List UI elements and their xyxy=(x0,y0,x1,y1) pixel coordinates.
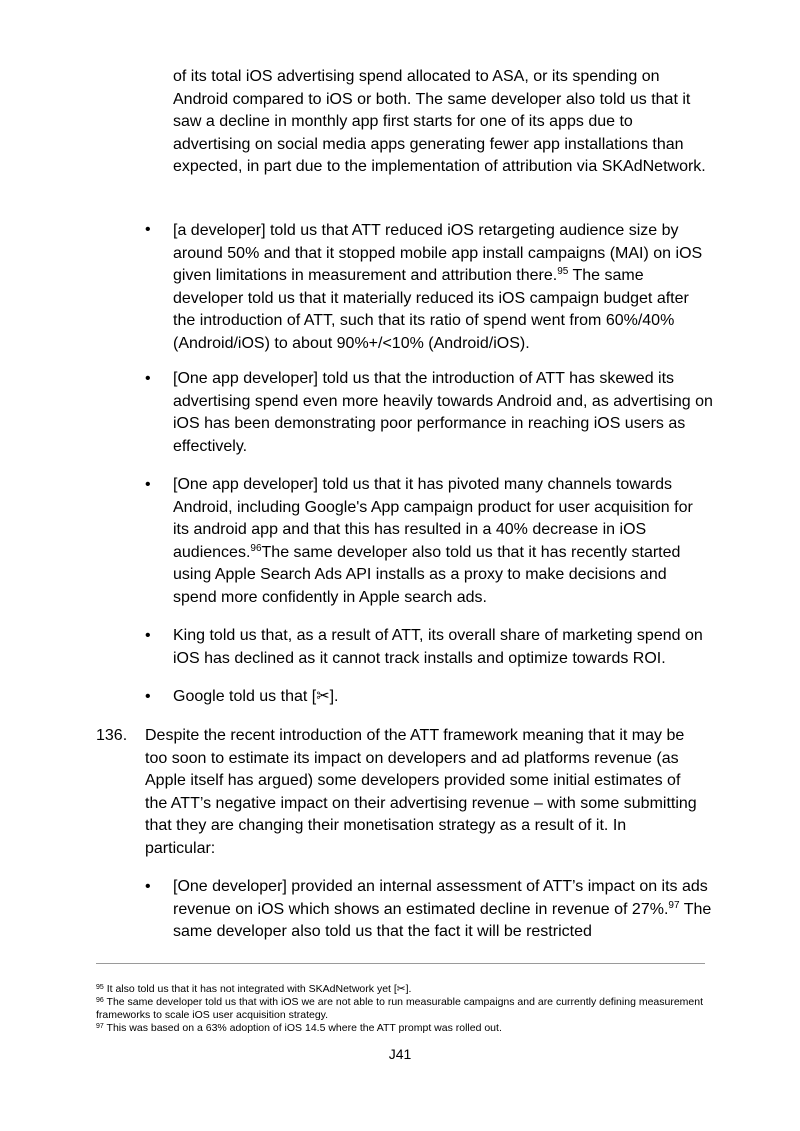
bullet-marker: • xyxy=(145,627,151,644)
footnote-ref[interactable]: 96 xyxy=(250,542,262,554)
bullet-text xyxy=(173,368,713,458)
footnote-97 xyxy=(96,1022,706,1035)
paragraph-text: Despite the recent introduction of the ATT framework meaning that it may be too soon to estimate its impact on developers and ad platforms revenue (as Apple itself has argued) some developers provided some initial estimates of the ATT’s negative impact on their advertising revenue – with some submitting that they are changing their monetisation strategy as a result of it. In particular: xyxy=(145,727,697,857)
bullet-marker: • xyxy=(145,370,151,387)
footnote-number: 95 xyxy=(96,984,104,991)
bullet-text-part: The same developer also told us that it has recently started using Apple Search Ads API installs as a proxy to make decisions and spend more confidently in Apple search ads. xyxy=(173,543,681,606)
bullet-text-part: The same developer also told us that the fact it will be restricted xyxy=(173,900,712,940)
footnote-separator xyxy=(96,963,705,964)
continuation-paragraph: of its total iOS advertising spend allocated to ASA, or its spending on Android compared to iOS or both. The same developer also told us that it saw a decline in monthly app first starts for one of its apps due to advertising on social media apps generating fewer app installations than expected, in part due to the implementation of attribution via SKAdNetwork. xyxy=(173,68,706,175)
bullet-marker: • xyxy=(145,878,151,895)
footnote-text: It also told us that it has not integrated with SKAdNetwork yet [✂]. xyxy=(103,983,412,995)
bullet-text-part: The same developer told us that it materially reduced its iOS campaign budget after the introduction of ATT, such that its ratio of spend went from 60%/40% (Android/iOS) to about 90%+/<10% (Android/iOS). xyxy=(173,267,689,352)
footnote-text: The same developer told us that with iOS we are not able to run measurable campaigns and are currently defining measurement frameworks to scale iOS user acquisition strategy. xyxy=(96,996,704,1021)
bullet-text xyxy=(173,474,713,609)
footnote-text: This was based on a 63% adoption of iOS 14.5 where the ATT prompt was rolled out. xyxy=(103,1022,502,1034)
bullet-text-part: [a developer] told us that ATT reduced iOS retargeting audience size by around 50% and that it stopped mobile app install campaigns (MAI) on iOS given limitations in measurement and attribution there. xyxy=(173,222,703,284)
bullet-text-part: Google told us that [✂]. xyxy=(173,688,339,705)
bullet-text xyxy=(173,686,713,709)
paragraph-number: 136. xyxy=(96,727,128,744)
footnote-number: 96 xyxy=(96,997,104,1004)
bullet-marker: • xyxy=(145,221,151,238)
bullet-text-part: King told us that, as a result of ATT, its overall share of marketing spend on iOS has declined as it cannot track installs and optimize towards ROI. xyxy=(173,627,703,667)
bullet-text-part: [One developer] provided an internal assessment of ATT’s impact on its ads revenue on iOS which shows an estimated decline in revenue of 27%. xyxy=(173,878,708,918)
footnote-96 xyxy=(96,996,706,1021)
bullet-marker: • xyxy=(145,688,151,705)
footnote-ref[interactable]: 95 xyxy=(557,266,569,277)
bullet-text xyxy=(173,876,713,944)
bullet-marker: • xyxy=(145,476,151,493)
footnote-ref[interactable]: 97 xyxy=(668,899,680,911)
bullet-text-part: [One app developer] told us that the introduction of ATT has skewed its advertising spend even more heavily towards Android and, as advertising on iOS has been demonstrating poor performance in reaching iOS users as effectively. xyxy=(173,370,713,455)
page-number: J41 xyxy=(388,1046,412,1062)
footnote-number: 97 xyxy=(96,1023,104,1030)
bullet-text xyxy=(173,625,713,670)
bullet-text xyxy=(173,220,713,355)
bullet-text-part: [One app developer] told us that it has pivoted many channels towards Android, including Google's App campaign product for user acquisition for its android app and that this has resulted in a 40% decrease in iOS audiences. xyxy=(173,476,693,561)
footnote-95 xyxy=(96,983,706,996)
